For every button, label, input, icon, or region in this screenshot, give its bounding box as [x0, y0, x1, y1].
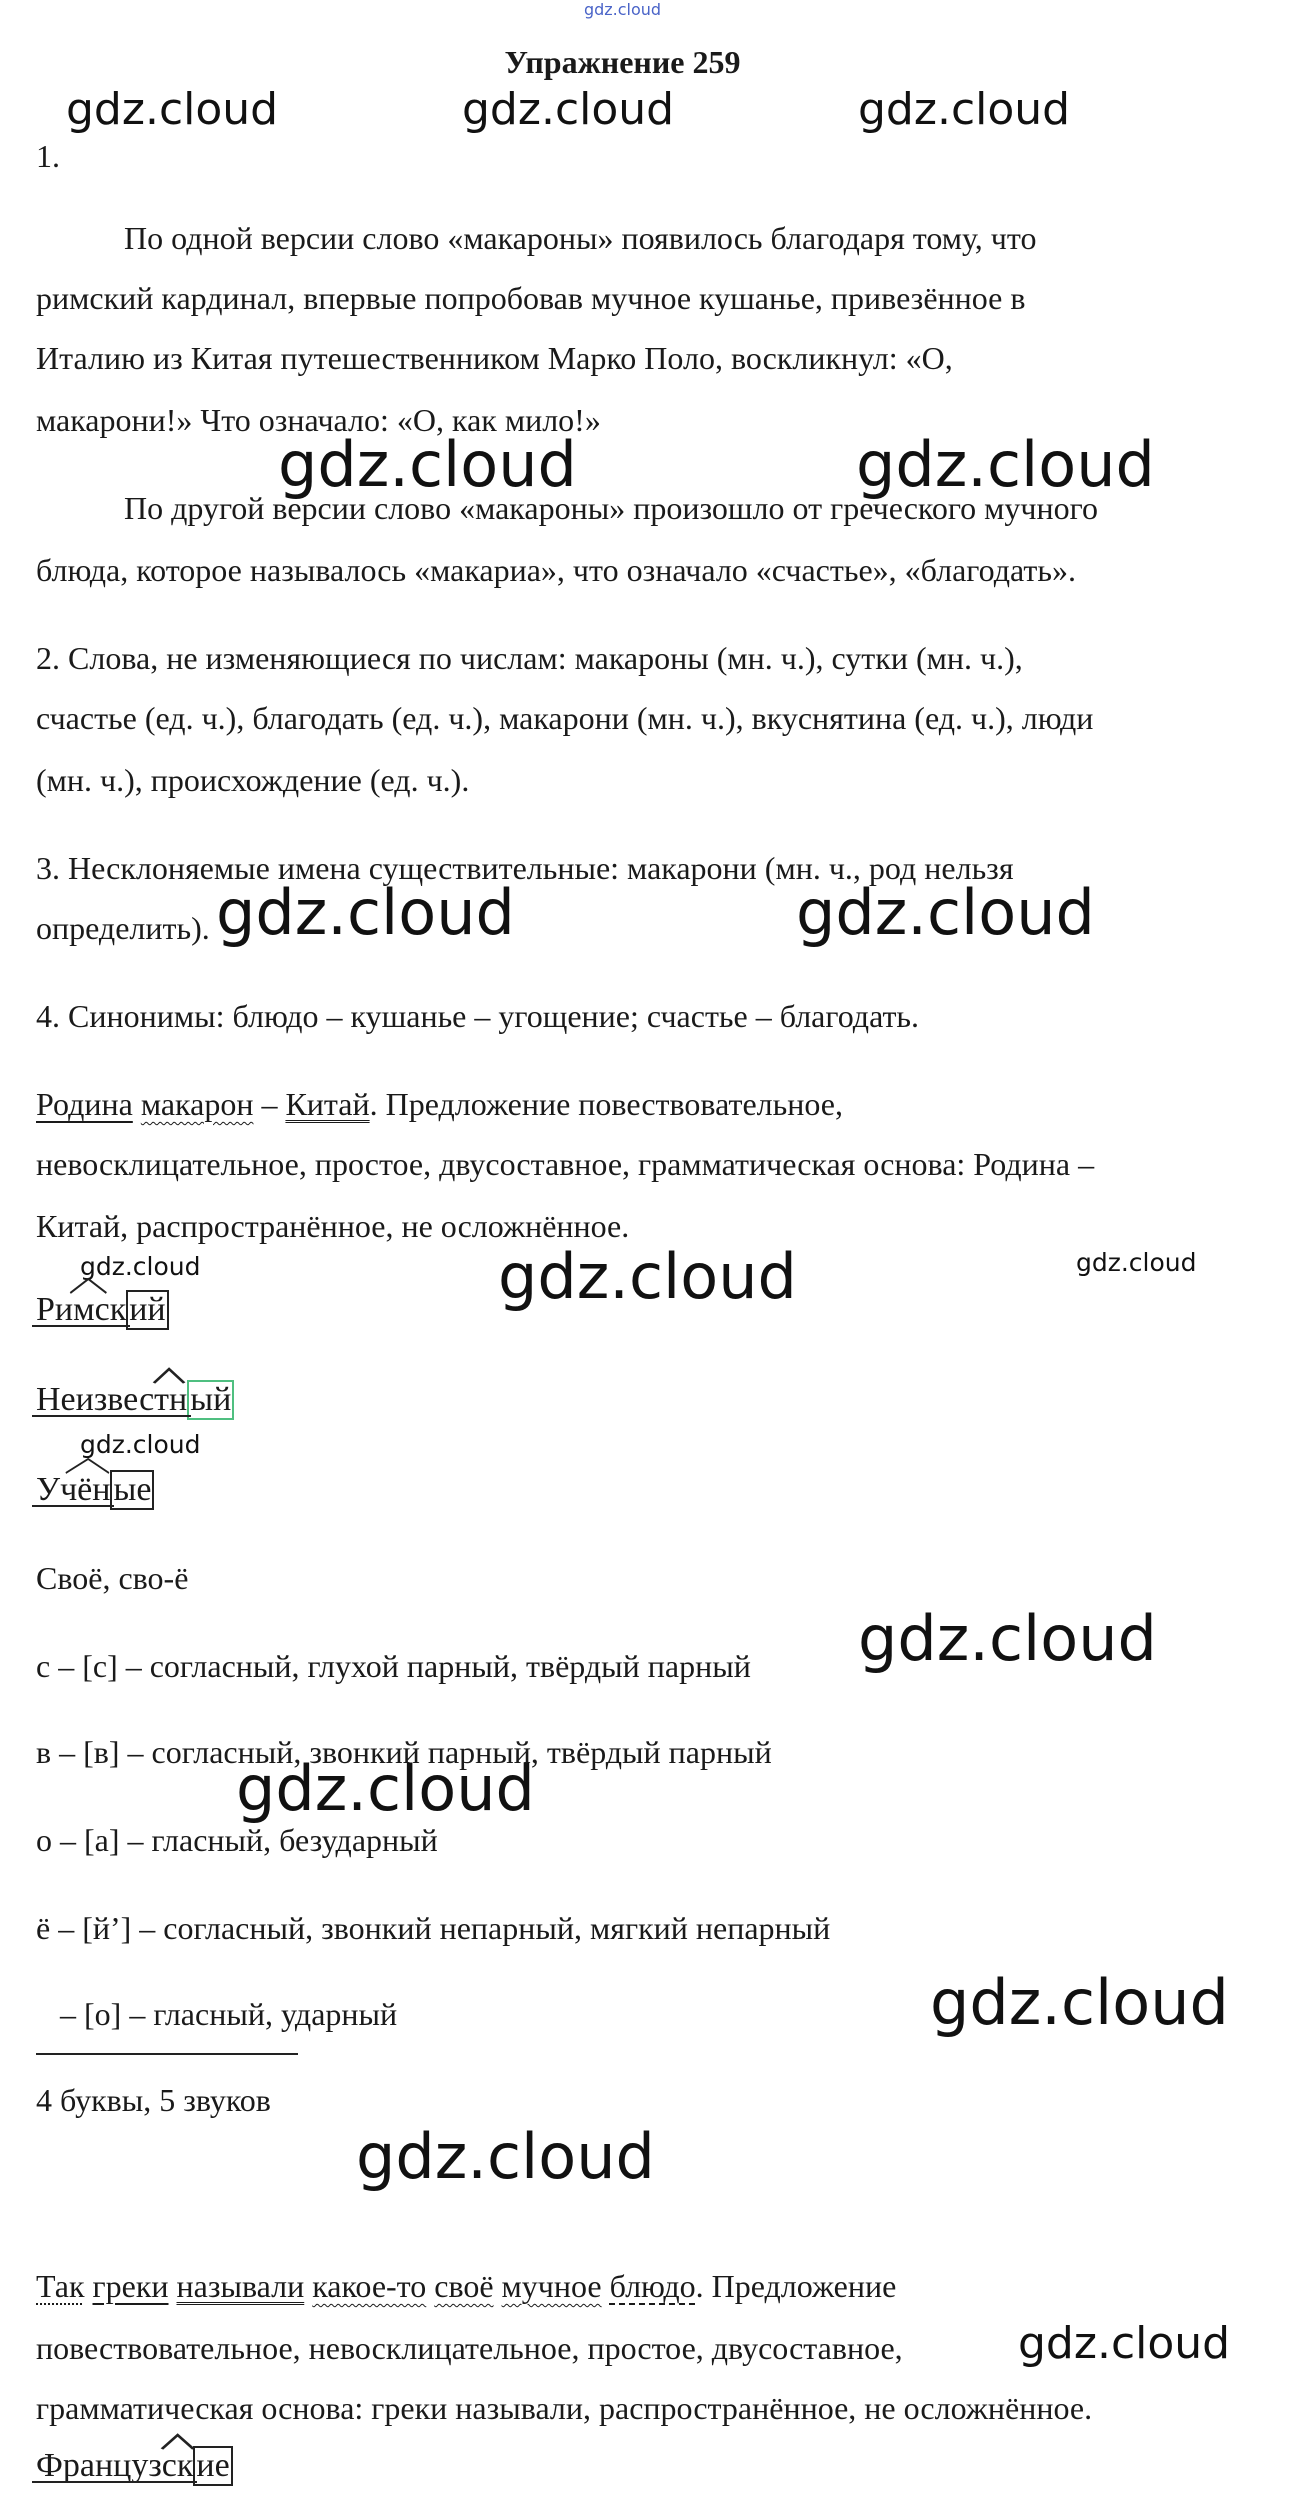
morpheme-analysis	[36, 2446, 233, 2486]
watermark: gdz.cloud	[66, 84, 279, 135]
phonetic-row: о – [а] – гласный, безударный	[36, 1822, 438, 1858]
watermark: gdz.cloud	[1076, 1248, 1197, 1277]
paragraph-line: 3. Несклоняемые имена существительные: макарони (мн. ч., род нельзя	[36, 850, 1014, 886]
watermark: gdz.cloud	[1018, 2318, 1231, 2369]
divider	[36, 2053, 298, 2055]
phonetic-row: – [о] – гласный, ударный	[60, 1996, 398, 2032]
object-word: блюдо	[609, 2268, 696, 2304]
phonetic-row: ё – [й’] – согласный, звонкий непарный, мягкий непарный	[36, 1910, 831, 1946]
paragraph-line: повествовательное, невосклицательное, простое, двусоставное,	[36, 2330, 903, 2366]
word-ending: ие	[193, 2446, 232, 2486]
paragraph-line: 2. Слова, не изменяющиеся по числам: макароны (мн. ч.), сутки (мн. ч.),	[36, 640, 1023, 676]
word-stem: Французск	[36, 2447, 193, 2485]
root-arc-icon	[36, 1455, 110, 1475]
root-arc-icon	[36, 1275, 126, 1295]
watermark: gdz.cloud	[356, 2120, 655, 2193]
paragraph-line: Китай, распространённое, не осложнённое.	[36, 1208, 630, 1244]
watermark: gdz.cloud	[856, 428, 1155, 501]
watermark: gdz.cloud	[80, 1430, 201, 1459]
watermark: gdz.cloud	[236, 1752, 535, 1825]
watermark: gdz.cloud	[80, 1252, 201, 1281]
phonetic-row: в – [в] – согласный, звонкий парный, твёрдый парный	[36, 1734, 772, 1770]
predicate-word: называли	[176, 2268, 305, 2304]
page-title: Упражнение 259	[504, 44, 741, 80]
word-ending: ый	[187, 1380, 234, 1420]
subject-word: Родина	[36, 1086, 133, 1122]
parsed-sentence-line	[36, 1074, 843, 1134]
paragraph-line: счастье (ед. ч.), благодать (ед. ч.), макарони (мн. ч.), вкуснятина (ед. ч.), люди	[36, 700, 1094, 736]
attribute-word: какое-то	[312, 2268, 427, 2304]
sentence-rest: . Предложение	[695, 2268, 897, 2304]
paragraph-line: римский кардинал, впервые попробовав мучное кушанье, привезённое в	[36, 280, 1026, 316]
word-ending: ые	[110, 1470, 154, 1510]
watermark: gdz.cloud	[858, 84, 1071, 135]
watermark: gdz.cloud	[796, 876, 1095, 949]
section-number: 1.	[36, 138, 60, 174]
paragraph-line: (мн. ч.), происхождение (ед. ч.).	[36, 762, 470, 798]
morpheme-analysis	[36, 1470, 154, 1510]
word-stem: Неизвестн	[36, 1381, 187, 1419]
watermark: gdz.cloud	[858, 1602, 1157, 1675]
sentence-rest: . Предложение повествовательное,	[369, 1086, 843, 1122]
morpheme-analysis	[36, 1380, 234, 1420]
watermark: gdz.cloud	[216, 876, 515, 949]
paragraph-line: грамматическая основа: греки называли, распространённое, не осложнённое.	[36, 2390, 1093, 2426]
adverbial-word: Так	[36, 2268, 85, 2304]
watermark: gdz.cloud	[462, 84, 675, 135]
paragraph-line: По одной версии слово «макароны» появилось благодаря тому, что	[124, 220, 1037, 256]
paragraph-line: блюда, которое называлось «макариа», что означало «счастье», «благодать».	[36, 552, 1076, 588]
root-arc-icon	[36, 2431, 193, 2451]
word-stem: Учён	[36, 1471, 110, 1509]
morpheme-analysis	[36, 1290, 169, 1330]
attribute-word: макарон	[140, 1086, 254, 1122]
top-watermark: gdz.cloud	[583, 0, 662, 19]
root-arc-icon	[36, 1365, 187, 1385]
word-stem: Римск	[36, 1291, 126, 1329]
watermark: gdz.cloud	[930, 1966, 1229, 2039]
watermark: gdz.cloud	[498, 1240, 797, 1313]
paragraph-line: невосклицательное, простое, двусоставное, грамматическая основа: Родина –	[36, 1146, 1095, 1182]
watermark: gdz.cloud	[278, 428, 577, 501]
parsed-sentence-line	[36, 2256, 896, 2316]
paragraph-line: Италию из Китая путешественником Марко Поло, воскликнул: «О,	[36, 340, 953, 376]
dash: –	[253, 1086, 286, 1122]
paragraph-line: 4. Синонимы: блюдо – кушанье – угощение; счастье – благодать.	[36, 998, 920, 1034]
phonetic-row: с – [с] – согласный, глухой парный, твёрдый парный	[36, 1648, 751, 1684]
phonetic-summary: 4 буквы, 5 звуков	[36, 2082, 271, 2118]
subject-word: греки	[92, 2268, 169, 2304]
paragraph-line: макарони!» Что означало: «О, как мило!»	[36, 402, 601, 438]
attribute-word: мучное	[501, 2268, 602, 2304]
predicate-word: Китай	[285, 1086, 370, 1122]
paragraph-line: определить).	[36, 910, 210, 946]
word-ending: ий	[126, 1290, 168, 1330]
paragraph-line: По другой версии слово «макароны» произошло от греческого мучного	[124, 490, 1098, 526]
attribute-word: своё	[434, 2268, 494, 2304]
phonetic-word: Своё, сво-ё	[36, 1560, 189, 1596]
